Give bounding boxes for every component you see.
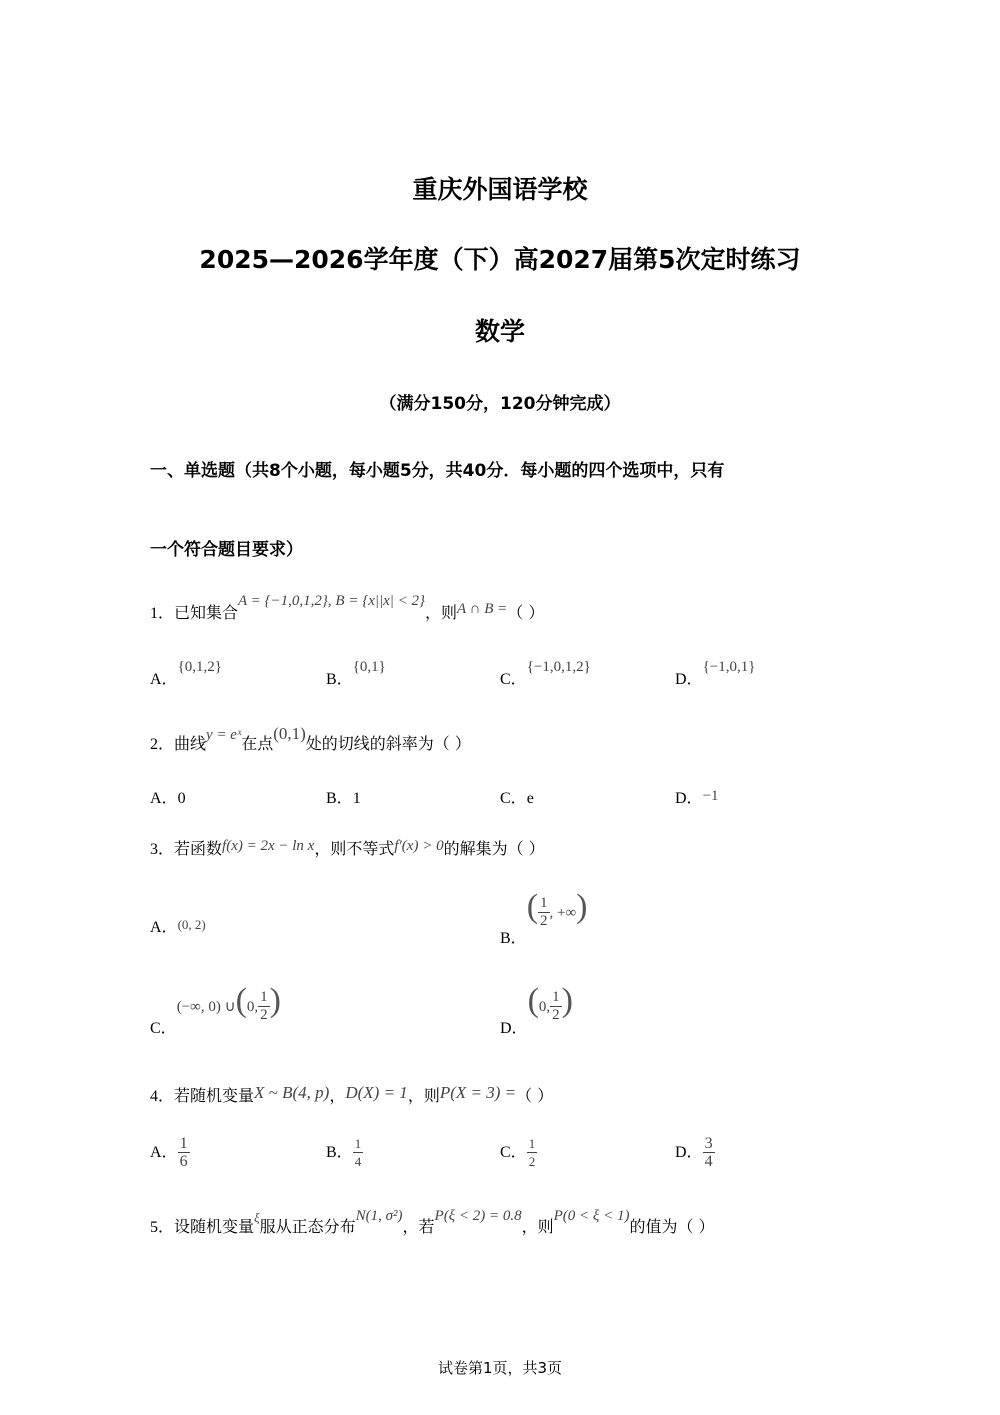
q1-number: 1． [150, 605, 175, 622]
q2-option-c[interactable]: C．e [500, 790, 534, 807]
q5-normal-distribution: N(1, σ²) [355, 1208, 403, 1224]
q4-option-b[interactable]: B． $\frac{1}{4}$ [326, 1136, 362, 1169]
question-5: 5．设随机变量$^\xi$服从正态分布N(1, σ²)，若P(ξ < 2) = 0.8，则P(0 < ξ < 1)的值为（ ） [150, 1208, 715, 1236]
q3-inequality: f′(x) > 0 [394, 838, 444, 854]
school-name: 重庆外国语学校 [412, 175, 588, 204]
q5-variable: ξ [254, 1210, 260, 1225]
q4-option-d[interactable]: D． $\frac{3}{4}$ [675, 1135, 713, 1170]
q1-option-c[interactable]: C．{−1,0,1,2} [500, 659, 591, 688]
q2-curve: y = eˣ [206, 727, 242, 743]
q3-option-a[interactable]: A．(0, 2) [150, 917, 206, 936]
q3-option-c[interactable]: C．(−∞, 0) ∪(0, $\frac{1}{2}$ ) [150, 982, 281, 1037]
q4-variance: D(X) = 1 [345, 1083, 408, 1102]
section-heading-line1: 一、单选题（共8个小题，每小题5分，共40分．每小题的四个选项中，只有 [150, 461, 725, 481]
q4-option-c[interactable]: C． $\frac{1}{2}$ [500, 1136, 536, 1169]
q5-given-probability: P(ξ < 2) = 0.8 [434, 1208, 522, 1224]
q2-option-a[interactable]: A．0 [150, 790, 186, 807]
section-heading-line2: 一个符合题目要求） [150, 540, 303, 560]
q1-intersection: A ∩ B = [457, 601, 508, 617]
q5-target-probability: P(0 < ξ < 1) [553, 1208, 630, 1224]
question-1: 1．已知集合A = {−1,0,1,2}, B = {x||x| < 2}，则A ∩ B =（ ） [150, 593, 545, 622]
q4-option-a[interactable]: A． $\frac{1}{6}$ [150, 1135, 188, 1170]
q1-option-a[interactable]: A．{0,1,2} [150, 659, 222, 688]
q1-option-b[interactable]: B．{0,1} [326, 659, 386, 688]
page-footer: 试卷第1页，共3页 [437, 1359, 563, 1377]
q2-option-d[interactable]: D．−1 [675, 788, 719, 807]
q3-option-b[interactable]: B．( $\frac{1}{2}$ , +∞) [500, 888, 588, 947]
q3-function: f(x) = 2x − ln x [222, 838, 315, 854]
q1-option-d[interactable]: D．{−1,0,1} [675, 659, 756, 688]
question-2: 2．曲线y = eˣ在点(0,1)处的切线的斜率为（ ） [150, 724, 471, 753]
q1-set-expression: A = {−1,0,1,2}, B = {x||x| < 2} [238, 593, 426, 609]
q2-point: (0,1) [273, 724, 306, 743]
exam-title: 2025—2026学年度（下）高2027届第5次定时练习 [199, 245, 801, 274]
subject-title: 数学 [474, 317, 525, 346]
question-4: 4．若随机变量X ~ B(4, p)，D(X) = 1，则P(X = 3) =（ ） [150, 1083, 554, 1105]
q3-option-d[interactable]: D．(0, $\frac{1}{2}$ ) [500, 982, 573, 1037]
question-3: 3．若函数f(x) = 2x − ln x，则不等式f′(x) > 0的解集为（ ） [150, 838, 545, 858]
q4-probability: P(X = 3) = [439, 1083, 517, 1102]
score-note: （满分150分，120分钟完成） [379, 394, 621, 414]
q4-distribution: X ~ B(4, p) [254, 1083, 330, 1102]
q2-option-b[interactable]: B．1 [326, 790, 361, 807]
